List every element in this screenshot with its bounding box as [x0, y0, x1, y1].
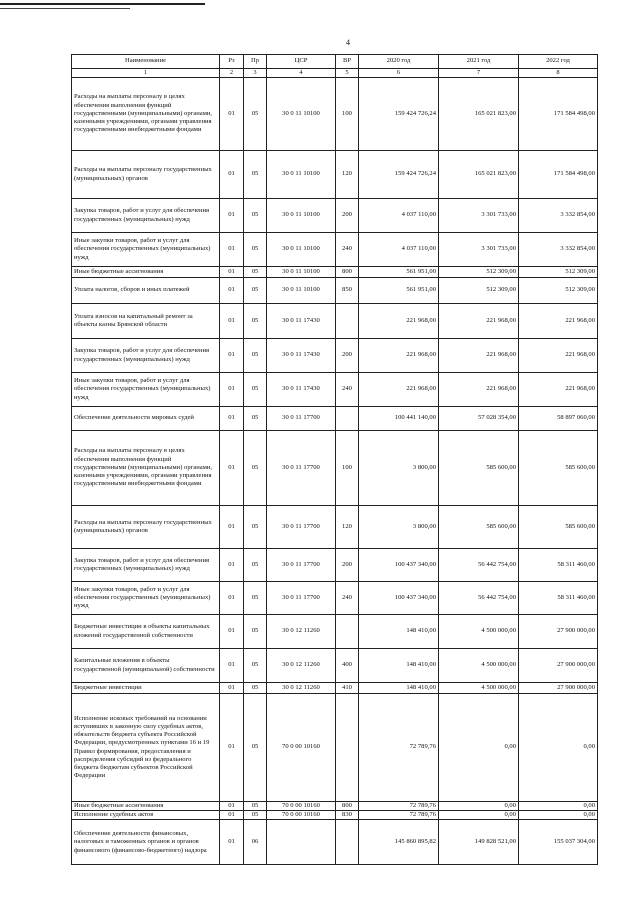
- row-csr: 30 0 11 17430: [267, 373, 336, 407]
- row-2020: 3 800,00: [359, 506, 439, 549]
- row-csr: 30 0 11 17700: [267, 407, 336, 431]
- row-2022: 512 309,00: [519, 278, 598, 304]
- row-2022: 58 311 460,00: [519, 549, 598, 582]
- row-2022: 221 968,00: [519, 304, 598, 339]
- row-rz: 01: [220, 694, 244, 802]
- col-number: 8: [519, 69, 598, 78]
- row-pr: 05: [244, 199, 267, 233]
- row-2020: 100 437 340,00: [359, 549, 439, 582]
- row-vr: [336, 694, 359, 802]
- table-row: [72, 582, 598, 615]
- row-vr: 800: [336, 802, 359, 811]
- row-name: Расходы на выплаты персоналу в целях обеспечения выполнения функций государственными (муниципальными) органами, казенными учреждениями, органами управления государственными внебюджетными фондами: [72, 78, 220, 151]
- row-2020: 4 037 110,00: [359, 233, 439, 267]
- table-row: [72, 304, 598, 339]
- row-2022: 585 600,00: [519, 506, 598, 549]
- row-2021: 4 500 000,00: [439, 683, 519, 694]
- budget-table: [71, 54, 598, 865]
- row-pr: 05: [244, 431, 267, 506]
- row-vr: [336, 304, 359, 339]
- row-name: Бюджетные инвестиции: [72, 683, 220, 694]
- row-rz: 01: [220, 339, 244, 373]
- row-2021: 0,00: [439, 694, 519, 802]
- col-header-vr: ВР: [336, 55, 359, 69]
- column-number-row: [72, 69, 598, 78]
- row-rz: 01: [220, 802, 244, 811]
- table-row: [72, 267, 598, 278]
- table-row: [72, 683, 598, 694]
- row-2020: 221 968,00: [359, 304, 439, 339]
- row-2021: 3 301 733,00: [439, 199, 519, 233]
- table-row: [72, 339, 598, 373]
- row-vr: 200: [336, 339, 359, 373]
- row-2020: 561 951,00: [359, 267, 439, 278]
- table-row: [72, 78, 598, 151]
- row-pr: 05: [244, 407, 267, 431]
- row-2021: 57 028 354,00: [439, 407, 519, 431]
- page-number: 4: [346, 38, 350, 47]
- row-2020: 148 410,00: [359, 615, 439, 649]
- col-number: 5: [336, 69, 359, 78]
- row-name: Закупка товаров, работ и услуг для обеспечения государственных (муниципальных) нужд: [72, 549, 220, 582]
- top-rule: [0, 3, 205, 5]
- row-pr: 05: [244, 151, 267, 199]
- table-row: [72, 549, 598, 582]
- row-csr: 70 0 00 10160: [267, 802, 336, 811]
- row-name: Бюджетные инвестиции в объекты капитальных вложений государственной собственности: [72, 615, 220, 649]
- row-rz: 01: [220, 811, 244, 820]
- row-csr: 30 0 11 17700: [267, 506, 336, 549]
- row-2022: 27 900 000,00: [519, 683, 598, 694]
- row-csr: [267, 820, 336, 865]
- row-pr: 05: [244, 78, 267, 151]
- row-rz: 01: [220, 683, 244, 694]
- row-2022: 512 309,00: [519, 267, 598, 278]
- row-2020: 221 968,00: [359, 373, 439, 407]
- row-rz: 01: [220, 615, 244, 649]
- col-number: 1: [72, 69, 220, 78]
- row-rz: 01: [220, 233, 244, 267]
- table-row: [72, 431, 598, 506]
- row-vr: 240: [336, 373, 359, 407]
- table-row: [72, 820, 598, 865]
- row-2022: 3 332 854,00: [519, 233, 598, 267]
- row-2020: 148 410,00: [359, 683, 439, 694]
- col-header-2020: 2020 год: [359, 55, 439, 69]
- row-2021: 4 500 000,00: [439, 649, 519, 683]
- row-2021: 221 968,00: [439, 373, 519, 407]
- row-2020: 100 441 140,00: [359, 407, 439, 431]
- row-csr: 30 0 11 17700: [267, 582, 336, 615]
- table-row: [72, 802, 598, 811]
- row-2021: 165 021 823,00: [439, 78, 519, 151]
- row-pr: 05: [244, 811, 267, 820]
- row-2020: 561 951,00: [359, 278, 439, 304]
- row-csr: 30 0 12 11260: [267, 649, 336, 683]
- row-csr: 30 0 11 17700: [267, 431, 336, 506]
- col-header-2021: 2021 год: [439, 55, 519, 69]
- row-vr: [336, 407, 359, 431]
- row-2021: 3 301 733,00: [439, 233, 519, 267]
- header-row: [72, 55, 598, 69]
- col-header-2022: 2022 год: [519, 55, 598, 69]
- row-rz: 01: [220, 549, 244, 582]
- row-rz: 01: [220, 199, 244, 233]
- row-pr: 05: [244, 683, 267, 694]
- table-row: [72, 233, 598, 267]
- row-2022: 58 897 060,00: [519, 407, 598, 431]
- table-row: [72, 649, 598, 683]
- row-2022: 155 037 304,00: [519, 820, 598, 865]
- row-csr: 30 0 11 17700: [267, 549, 336, 582]
- row-vr: 240: [336, 233, 359, 267]
- row-2021: 56 442 754,00: [439, 582, 519, 615]
- row-pr: 05: [244, 582, 267, 615]
- col-header-pr: Пр: [244, 55, 267, 69]
- row-2020: 159 424 726,24: [359, 78, 439, 151]
- table-row: [72, 615, 598, 649]
- row-2021: 165 021 823,00: [439, 151, 519, 199]
- table-row: [72, 373, 598, 407]
- row-pr: 05: [244, 304, 267, 339]
- row-2020: 221 968,00: [359, 339, 439, 373]
- row-name: Расходы на выплаты персоналу государственных (муниципальных) органов: [72, 151, 220, 199]
- top-rule-thin: [0, 8, 130, 9]
- table-row: [72, 278, 598, 304]
- row-2021: 512 309,00: [439, 267, 519, 278]
- row-2020: 148 410,00: [359, 649, 439, 683]
- row-pr: 05: [244, 233, 267, 267]
- row-pr: 05: [244, 506, 267, 549]
- row-name: Закупка товаров, работ и услуг для обеспечения государственных (муниципальных) нужд: [72, 339, 220, 373]
- row-pr: 05: [244, 649, 267, 683]
- row-2022: 171 584 498,00: [519, 151, 598, 199]
- row-rz: 01: [220, 78, 244, 151]
- row-pr: 05: [244, 694, 267, 802]
- table-row: [72, 151, 598, 199]
- row-vr: 100: [336, 78, 359, 151]
- table-row: [72, 199, 598, 233]
- row-2022: 221 968,00: [519, 373, 598, 407]
- row-name: Расходы на выплаты персоналу в целях обеспечения выполнения функций государственными (муниципальными) органами, казенными учреждениями, органами управления государственными внебюджетными фондами: [72, 431, 220, 506]
- row-csr: 30 0 11 10100: [267, 78, 336, 151]
- row-rz: 01: [220, 304, 244, 339]
- row-2022: 0,00: [519, 811, 598, 820]
- row-csr: 30 0 11 10100: [267, 278, 336, 304]
- row-csr: 30 0 11 10100: [267, 267, 336, 278]
- row-rz: 01: [220, 506, 244, 549]
- row-rz: 01: [220, 267, 244, 278]
- col-header-rz: Рз: [220, 55, 244, 69]
- row-2020: 100 437 340,00: [359, 582, 439, 615]
- row-vr: [336, 820, 359, 865]
- col-number: 2: [220, 69, 244, 78]
- row-vr: 240: [336, 582, 359, 615]
- row-2020: 145 860 895,82: [359, 820, 439, 865]
- row-name: Капитальные вложения в объекты государственной (муниципальной) собственности: [72, 649, 220, 683]
- row-2022: 0,00: [519, 694, 598, 802]
- row-2020: 72 789,76: [359, 694, 439, 802]
- row-2022: 27 900 000,00: [519, 649, 598, 683]
- row-name: Закупка товаров, работ и услуг для обеспечения государственных (муниципальных) нужд: [72, 199, 220, 233]
- row-name: Обеспечение деятельности финансовых, налоговых и таможенных органов и органов финансового (финансово-бюджетного) надзора: [72, 820, 220, 865]
- row-name: Исполнение исковых требований на основании вступивших в законную силу судебных актов, обязательств бюджета субъекта Российской Федерации, предусмотренных пунктами 16 и 19 Правил формирования, предоставления и распределения субсидий из федерального бюджета бюджетам субъектов Российской Федерации: [72, 694, 220, 802]
- row-vr: 200: [336, 549, 359, 582]
- col-header-name: Наименование: [72, 55, 220, 69]
- row-pr: 05: [244, 278, 267, 304]
- row-rz: 01: [220, 278, 244, 304]
- row-csr: 30 0 11 10100: [267, 151, 336, 199]
- row-vr: 100: [336, 431, 359, 506]
- row-csr: 70 0 00 10160: [267, 694, 336, 802]
- col-number: 6: [359, 69, 439, 78]
- row-name: Расходы на выплаты персоналу государственных (муниципальных) органов: [72, 506, 220, 549]
- row-csr: 30 0 12 11260: [267, 683, 336, 694]
- row-name: Иные бюджетные ассигнования: [72, 267, 220, 278]
- row-rz: 01: [220, 431, 244, 506]
- row-2021: 0,00: [439, 802, 519, 811]
- row-vr: 850: [336, 278, 359, 304]
- row-2022: 0,00: [519, 802, 598, 811]
- table-row: [72, 694, 598, 802]
- row-2021: 585 600,00: [439, 506, 519, 549]
- row-2021: 4 500 000,00: [439, 615, 519, 649]
- row-2022: 27 900 000,00: [519, 615, 598, 649]
- row-2022: 58 311 460,00: [519, 582, 598, 615]
- row-name: Иные бюджетные ассигнования: [72, 802, 220, 811]
- row-2021: 512 309,00: [439, 278, 519, 304]
- row-csr: 30 0 12 11260: [267, 615, 336, 649]
- row-2021: 585 600,00: [439, 431, 519, 506]
- row-rz: 01: [220, 649, 244, 683]
- row-2020: 3 800,00: [359, 431, 439, 506]
- row-2021: 56 442 754,00: [439, 549, 519, 582]
- row-2022: 171 584 498,00: [519, 78, 598, 151]
- row-rz: 01: [220, 151, 244, 199]
- row-rz: 01: [220, 820, 244, 865]
- row-vr: 830: [336, 811, 359, 820]
- row-vr: 410: [336, 683, 359, 694]
- table-row: [72, 407, 598, 431]
- row-pr: 05: [244, 373, 267, 407]
- row-name: Обеспечение деятельности мировых судей: [72, 407, 220, 431]
- row-pr: 05: [244, 802, 267, 811]
- row-2022: 221 968,00: [519, 339, 598, 373]
- col-header-csr: ЦСР: [267, 55, 336, 69]
- row-rz: 01: [220, 407, 244, 431]
- row-2021: 0,00: [439, 811, 519, 820]
- row-rz: 01: [220, 373, 244, 407]
- row-2021: 221 968,00: [439, 339, 519, 373]
- row-csr: 30 0 11 10100: [267, 199, 336, 233]
- row-vr: 200: [336, 199, 359, 233]
- table-row: [72, 811, 598, 820]
- row-vr: 120: [336, 506, 359, 549]
- row-name: Иные закупки товаров, работ и услуг для обеспечения государственных (муниципальных) нужд: [72, 582, 220, 615]
- row-name: Иные закупки товаров, работ и услуг для обеспечения государственных (муниципальных) нужд: [72, 373, 220, 407]
- row-pr: 05: [244, 267, 267, 278]
- row-name: Уплата налогов, сборов и иных платежей: [72, 278, 220, 304]
- row-2022: 3 332 854,00: [519, 199, 598, 233]
- row-name: Иные закупки товаров, работ и услуг для обеспечения государственных (муниципальных) нужд: [72, 233, 220, 267]
- row-2020: 159 424 726,24: [359, 151, 439, 199]
- col-number: 3: [244, 69, 267, 78]
- row-pr: 05: [244, 615, 267, 649]
- row-name: Исполнение судебных актов: [72, 811, 220, 820]
- row-2020: 72 789,76: [359, 811, 439, 820]
- col-number: 7: [439, 69, 519, 78]
- row-rz: 01: [220, 582, 244, 615]
- row-2021: 149 828 521,00: [439, 820, 519, 865]
- table-row: [72, 506, 598, 549]
- row-csr: 30 0 11 10100: [267, 233, 336, 267]
- row-vr: 400: [336, 649, 359, 683]
- row-name: Уплата взносов на капитальный ремонт за объекты казны Брянской области: [72, 304, 220, 339]
- row-csr: 30 0 11 17430: [267, 339, 336, 373]
- row-pr: 05: [244, 339, 267, 373]
- row-vr: 120: [336, 151, 359, 199]
- row-vr: [336, 615, 359, 649]
- row-2020: 72 789,76: [359, 802, 439, 811]
- col-number: 4: [267, 69, 336, 78]
- row-csr: 30 0 11 17430: [267, 304, 336, 339]
- row-2021: 221 968,00: [439, 304, 519, 339]
- row-2022: 585 600,00: [519, 431, 598, 506]
- row-pr: 05: [244, 549, 267, 582]
- row-pr: 06: [244, 820, 267, 865]
- row-2020: 4 037 110,00: [359, 199, 439, 233]
- row-csr: 70 0 00 10160: [267, 811, 336, 820]
- row-vr: 800: [336, 267, 359, 278]
